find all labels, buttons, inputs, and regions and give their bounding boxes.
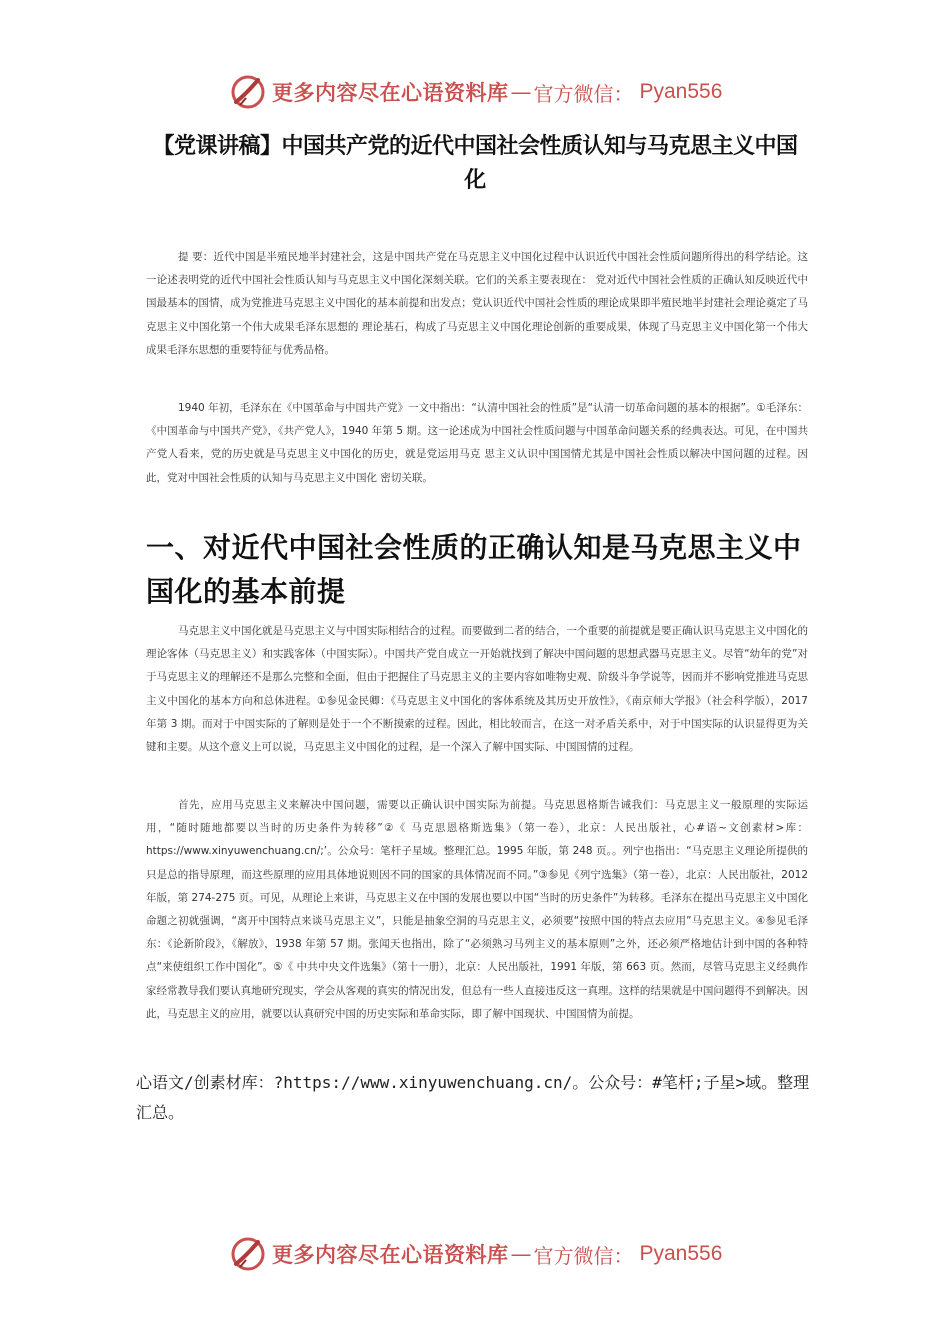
body-paragraph: 首先，应用马克思主义来解决中国问题，需要以正确认识中国实际为前提。马克思恩格斯告诫我们：马克思主义一般原理的实际运用，“随时随地都要以当时的历史条件为转移”②《 马克思恩格斯选集》（第一卷），北京：人民出版社，心#语~文创素材>库：https://www.xinyuwenchuang.cn/;’。公众号：笔杆子星域。整理汇总。1995 年版，第 248 页。。列宁也指出：“马克思主义理论所提供的只是总的指导原理，而这些原理的应用具体地说则因不同的国家的具体情况而不同。”③参见《列宁选集》（第一卷），北京：人民出版社，2012 年版，第 274-275 页。可见，从理论上来讲，马克思主义在中国的发展也要以中国“当时的历史条件”为转移。毛泽东在提出马克思主义中国化 命题之初就强调，“离开中国特点来谈马克思主义”，只能是抽象空洞的马克思主义，必须要“按照中国的特点去应用”马克思主义。④参见毛泽东：《论新阶段》，《解放》，1938 年第 57 期。张闻天也指出，除了“必须熟习马列主义的基本原则”之外，还必须严格地估计到中国的各种特点“来使组织工作中国化”。⑤《 中共中央文件选集》（第十一册），北京：人民出版社，1991 年版，第 663 页。然而，尽管马克思主义经典作家经常教导我们要认真地研究现实，学会从客观的真实的情况出发，但总有一些人直接违反这一真理。这样的结果就是中国问题得不到解决。因此，马克思主义的应用，就要以认真研究中国的历史实际和革命实际，即了解中国现状、中国国情为前提。 [146, 799, 808, 1020]
abstract-paragraph: 提 要：近代中国是半殖民地半封建社会，这是中国共产党在马克思主义中国化过程中认识近代中国社会性质问题所得出的科学结论。这一论述表明党的近代中国社会性质认知与马克思主义中国化深刻关联。它们的关系主要表现在： 党对近代中国社会性质的正确认知反映近代中国最基本的国情，成为党推进马克思主义中国化的基本前提和出发点；党认识近代中国社会性质的理论成果即半殖民地半封建社会理论奠定了马克思主义中国化第一个伟大成果毛泽东思想的 理论基石，构成了马克思主义中国化理论创新的重要成果，体现了马克思主义中国化第一个伟大成果毛泽东思想的重要特征与优秀品格。 [146, 251, 808, 356]
banner-separator: — [510, 1242, 532, 1266]
section-heading: 一、对近代中国社会性质的正确认知是马克思主义中国化的基本前提 [146, 531, 802, 608]
brush-logo-icon [228, 1234, 268, 1274]
footer-banner [228, 1234, 748, 1274]
wechat-label: 官方微信： [533, 1243, 634, 1268]
wechat-id: Pyan556 [639, 1242, 723, 1265]
wechat-label: 官方微信： [533, 81, 634, 106]
banner-text: 更多内容尽在心语资料库 [272, 80, 509, 105]
source-note: 心语文/创素材库：?https://www.xinyuwenchuang.cn/。公众号：#笔杆;子星>域。整理汇总。 [136, 1073, 810, 1122]
intro-paragraph: 1940 年初，毛泽东在《中国革命与中国共产党》一文中指出：“认清中国社会的性质”是“认清一切革命问题的基本的根据”。①毛泽东：《中国革命与中国共产党》，《共产党人》，1940 年第 5 期。这一论述成为中国社会性质问题与中国革命问题关系的经典表达。可见，在中国共产党人看来，党的历史就是马克思主义中国化的历史，就是党运用马克 思主义认识中国国情尤其是中国社会性质以解决中国问题的过程。因此，党对中国社会性质的认知与马克思主义中国化 密切关联。 [146, 402, 808, 484]
body-paragraph: 马克思主义中国化就是马克思主义与中国实际相结合的过程。而要做到二者的结合，一个重要的前提就是要正确认识马克思主义中国化的理论客体（马克思主义）和实践客体（中国实际）。中国共产党自成立一开始就找到了解决中国问题的思想武器马克思主义。尽管“幼年的党”对于马克思主义的理解还不是那么完整和全面，但由于把握住了马克思主义的主要内容如唯物史观、阶级斗争学说等，因而并不影响党推进马克思主义中国化的基本方向和总体进程。①参见金民卿：《马克思主义中国化的客体系统及其历史开放性》，《南京师大学报》（社会科学版），2017 年第 3 期。而对于中国实际的了解则是处于一个不断摸索的过程。因此，相比较而言，在这一对矛盾关系中，对于中国实际的认识显得更为关键和主要。从这个意义上可以说，马克思主义中国化的过程，是一个深入了解中国实际、中国国情的过程。 [146, 625, 808, 754]
banner-text: 更多内容尽在心语资料库 [272, 1242, 509, 1267]
wechat-id: Pyan556 [639, 80, 723, 103]
document-title: 【党课讲稿】中国共产党的近代中国社会性质认知与马克思主义中国化 [152, 134, 798, 193]
header-banner [228, 72, 748, 112]
banner-separator: — [510, 80, 532, 104]
brush-logo-icon [228, 72, 268, 112]
